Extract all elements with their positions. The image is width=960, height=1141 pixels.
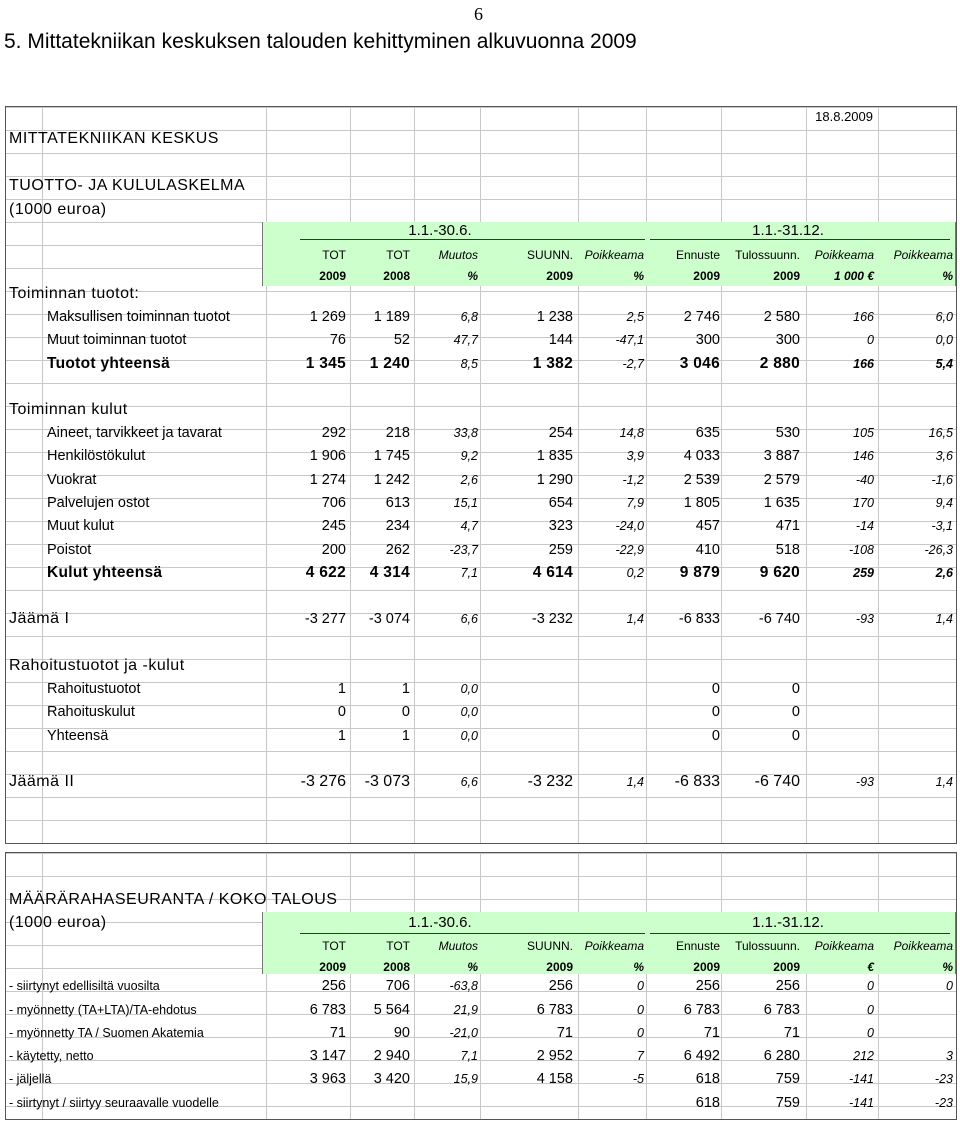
col-header-1-4: Poikkeama [584,248,644,262]
budget-row-4-cell-0: 3 963 [309,1071,346,1087]
budget-row-5-cell-5: 618 [695,1095,720,1111]
cost-total-cell-4: 0,2 [626,566,644,580]
budget-period-1: 1.1.-30.6. [408,914,472,931]
income-row-1-cell-5: 300 [695,332,720,348]
fin-row-2-cell-1: 1 [401,728,410,744]
cost-row-3-cell-5: 1 805 [683,495,720,511]
fin-row-1-cell-1: 0 [401,704,410,720]
income-row-1-cell-6: 300 [775,332,800,348]
cost-row-1-cell-5: 4 033 [683,448,720,464]
col-header-2-3: 2009 [546,269,573,283]
income-total-cell-4: -2,7 [622,357,644,371]
budget-row-0-cell-8: 0 [946,979,953,993]
cost-row-3-cell-8: 9,4 [935,496,953,510]
budget-row-2-cell-2: -21,0 [449,1026,478,1040]
budget-row-3-label: - käytetty, netto [9,1049,94,1063]
cost-total-cell-3: 4 614 [532,564,573,581]
col-header-1-8: Poikkeama [893,248,953,262]
cost-row-4-cell-0: 245 [321,518,346,534]
cost-title: Toiminnan kulut [9,401,128,418]
cost-row-2-cell-5: 2 539 [683,472,720,488]
income-row-0-cell-6: 2 580 [763,309,800,325]
budget-row-2-cell-4: 0 [637,1026,644,1040]
col-header-1-5: Ennuste [675,248,720,262]
budget-col-header-2-7: € [867,960,874,974]
cost-row-2-cell-8: -1,6 [931,473,953,487]
jaama-1-cell-1: -3 074 [368,611,410,627]
cost-row-1-label: Henkilöstökulut [47,448,146,464]
income-row-0-cell-8: 6,0 [935,310,953,324]
budget-header-rule-right [650,933,950,934]
fin-row-2-cell-5: 0 [711,728,720,744]
income-total-cell-5: 3 046 [679,355,720,372]
budget-unit: (1000 euroa) [9,914,107,931]
budget-row-4-cell-1: 3 420 [373,1071,410,1087]
fin-row-1-cell-6: 0 [791,704,800,720]
budget-title: MÄÄRÄRAHASEURANTA / KOKO TALOUS [9,891,338,908]
cost-row-0-cell-4: 14,8 [619,426,644,440]
budget-row-4-cell-6: 759 [775,1071,800,1087]
jaama-2-cell-6: -6 740 [754,773,800,790]
income-row-0-cell-0: 1 269 [309,309,346,325]
jaama-2-label: Jäämä II [9,773,75,790]
org-name: MITTATEKNIIKAN KESKUS [9,130,219,147]
jaama-2-cell-3: -3 232 [527,773,573,790]
col-header-2-0: 2009 [319,269,346,283]
jaama-1-cell-3: -3 232 [531,611,573,627]
income-total-cell-7: 166 [853,357,874,371]
fin-row-2-label: Yhteensä [47,728,109,744]
cost-row-5-cell-0: 200 [321,542,346,558]
jaama-1-cell-0: -3 277 [304,611,346,627]
cost-row-0-cell-5: 635 [695,425,720,441]
jaama-1-cell-4: 1,4 [626,612,644,626]
cost-row-2-cell-7: -40 [855,473,874,487]
budget-row-1-cell-5: 6 783 [683,1002,720,1018]
budget-row-0-label: - siirtynyt edellisiltä vuosilta [9,979,160,993]
cost-row-5-cell-1: 262 [385,542,410,558]
col-header-1-6: Tulossuunn. [735,248,800,262]
income-total-label: Tuotot yhteensä [47,355,171,372]
budget-row-5-cell-6: 759 [775,1095,800,1111]
budget-row-1-cell-3: 6 783 [536,1002,573,1018]
cost-row-0-cell-6: 530 [775,425,800,441]
budget-row-4-cell-5: 618 [695,1071,720,1087]
income-row-0-cell-2: 6,8 [460,310,478,324]
cost-row-0-cell-7: 105 [853,426,874,440]
cost-row-3-cell-2: 15,1 [453,496,478,510]
income-row-0-cell-1: 1 189 [373,309,410,325]
budget-row-2-cell-5: 71 [703,1025,720,1041]
cost-row-4-label: Muut kulut [47,518,114,534]
income-row-1-cell-8: 0,0 [935,333,953,347]
budget-row-1-cell-6: 6 783 [763,1002,800,1018]
cost-row-2-label: Vuokrat [47,472,97,488]
fin-row-0-label: Rahoitustuotot [47,681,141,697]
budget-row-2-cell-6: 71 [783,1025,800,1041]
budget-col-header-2-6: 2009 [773,960,800,974]
jaama-2-cell-4: 1,4 [626,775,644,789]
fin-row-1-cell-5: 0 [711,704,720,720]
jaama-2-cell-7: -93 [855,775,874,789]
budget-row-5-cell-8: -23 [934,1096,953,1110]
budget-col-header-2-8: % [942,960,953,974]
income-total-cell-6: 2 880 [759,355,800,372]
cost-total-cell-7: 259 [853,566,874,580]
budget-row-0-cell-2: -63,8 [449,979,478,993]
fin-row-0-cell-1: 1 [401,681,410,697]
cost-row-5-cell-4: -22,9 [615,543,644,557]
budget-row-3-cell-1: 2 940 [373,1048,410,1064]
cost-row-2-cell-2: 2,6 [460,473,478,487]
budget-row-3-cell-7: 212 [853,1049,874,1063]
fin-row-0-cell-6: 0 [791,681,800,697]
budget-row-2-label: - myönnetty TA / Suomen Akatemia [9,1026,204,1040]
fin-row-1-label: Rahoituskulut [47,704,135,720]
cost-row-0-cell-3: 254 [548,425,573,441]
budget-header-rule-left [300,933,645,934]
cost-total-cell-6: 9 620 [759,564,800,581]
income-row-1-cell-4: -47,1 [615,333,644,347]
budget-col-header-2-1: 2008 [383,960,410,974]
col-header-2-2: % [467,269,478,283]
budget-row-0-cell-0: 256 [321,978,346,994]
jaama-1-label: Jäämä I [9,610,70,627]
income-row-0-label: Maksullisen toiminnan tuotot [47,309,230,325]
unit-label: (1000 euroa) [9,201,107,218]
jaama-1-cell-8: 1,4 [935,612,953,626]
col-header-1-1: TOT [386,248,410,262]
period-2: 1.1.-31.12. [752,222,824,239]
budget-row-1-cell-2: 21,9 [453,1003,478,1017]
cost-row-5-cell-8: -26,3 [924,543,953,557]
budget-row-4-cell-3: 4 158 [536,1071,573,1087]
jaama-1-cell-6: -6 740 [758,611,800,627]
income-total-cell-1: 1 240 [369,355,410,372]
budget-row-4-label: - jäljellä [9,1072,52,1086]
income-row-1-cell-2: 47,7 [453,333,478,347]
income-row-0-cell-3: 1 238 [536,309,573,325]
budget-row-4-cell-4: -5 [632,1072,644,1086]
cost-row-3-cell-7: 170 [853,496,874,510]
budget-col-header-1-3: SUUNN. [526,939,573,953]
cost-row-1-cell-2: 9,2 [460,449,478,463]
income-row-1-cell-3: 144 [548,332,573,348]
cost-row-2-cell-0: 1 274 [309,472,346,488]
fin-row-0-cell-2: 0,0 [460,682,478,696]
cost-total-cell-0: 4 622 [305,564,346,581]
col-header-1-2: Muutos [438,248,478,262]
budget-col-header-1-4: Poikkeama [584,939,644,953]
income-total-cell-8: 5,4 [935,357,953,371]
jaama-2-cell-8: 1,4 [935,775,953,789]
budget-row-0-cell-4: 0 [637,979,644,993]
income-total-cell-2: 8,5 [460,357,478,371]
budget-col-header-1-5: Ennuste [675,939,720,953]
cost-row-1-cell-3: 1 835 [536,448,573,464]
fin-row-0-cell-0: 1 [337,681,346,697]
budget-row-1-cell-7: 0 [867,1003,874,1017]
budget-row-0-cell-5: 256 [695,978,720,994]
cost-total-cell-1: 4 314 [369,564,410,581]
budget-col-header-2-0: 2009 [319,960,346,974]
budget-row-5-label: - siirtynyt / siirtyy seuraavalle vuodelle [9,1096,219,1110]
cost-row-5-cell-3: 259 [548,542,573,558]
budget-row-3-cell-6: 6 280 [763,1048,800,1064]
cost-total-cell-8: 2,6 [935,566,953,580]
fin-row-2-cell-6: 0 [791,728,800,744]
cost-row-3-cell-4: 7,9 [626,496,644,510]
fin-title: Rahoitustuotot ja -kulut [9,657,185,674]
budget-row-0-cell-7: 0 [867,979,874,993]
cost-row-5-label: Poistot [47,542,92,558]
cost-row-0-cell-2: 33,8 [453,426,478,440]
fin-row-2-cell-0: 1 [337,728,346,744]
budget-row-3-cell-2: 7,1 [460,1049,478,1063]
period-1: 1.1.-30.6. [408,222,472,239]
cost-total-cell-5: 9 879 [679,564,720,581]
budget-row-4-cell-7: -141 [848,1072,874,1086]
budget-row-2-cell-3: 71 [556,1025,573,1041]
col-header-1-0: TOT [322,248,346,262]
jaama-2-cell-1: -3 073 [364,773,410,790]
cost-row-0-label: Aineet, tarvikkeet ja tavarat [47,425,222,441]
cost-row-2-cell-1: 1 242 [373,472,410,488]
cost-row-4-cell-6: 471 [775,518,800,534]
budget-row-3-cell-0: 3 147 [309,1048,346,1064]
budget-row-3-cell-4: 7 [637,1049,644,1063]
budget-row-4-cell-8: -23 [934,1072,953,1086]
jaama-2-cell-0: -3 276 [300,773,346,790]
income-title: Toiminnan tuotot: [9,285,140,302]
budget-row-3-cell-3: 2 952 [536,1048,573,1064]
col-header-2-8: % [942,269,953,283]
budget-row-3-cell-8: 3 [946,1049,953,1063]
col-header-1-7: Poikkeama [814,248,874,262]
budget-row-4-cell-2: 15,9 [453,1072,478,1086]
cost-row-1-cell-7: 146 [853,449,874,463]
cost-row-3-cell-6: 1 635 [763,495,800,511]
cost-row-5-cell-6: 518 [775,542,800,558]
col-header-2-5: 2009 [693,269,720,283]
budget-col-header-1-1: TOT [386,939,410,953]
cost-row-1-cell-6: 3 887 [763,448,800,464]
income-row-0-cell-4: 2,5 [626,310,644,324]
budget-row-5-cell-7: -141 [848,1096,874,1110]
cost-row-2-cell-3: 1 290 [536,472,573,488]
cost-row-1-cell-4: 3,9 [626,449,644,463]
cost-row-5-cell-7: -108 [848,543,874,557]
col-header-2-1: 2008 [383,269,410,283]
budget-row-2-cell-7: 0 [867,1026,874,1040]
budget-col-header-1-8: Poikkeama [893,939,953,953]
budget-col-header-2-2: % [467,960,478,974]
budget-row-1-cell-0: 6 783 [309,1002,346,1018]
budget-col-header-1-7: Poikkeama [814,939,874,953]
budget-row-0-cell-1: 706 [385,978,410,994]
budget-row-0-cell-3: 256 [548,978,573,994]
budget-col-header-2-4: % [633,960,644,974]
cost-row-4-cell-8: -3,1 [931,519,953,533]
fin-row-0-cell-5: 0 [711,681,720,697]
cost-total-label: Kulut yhteensä [47,564,163,581]
pl-title: TUOTTO- JA KULULASKELMA [9,177,246,194]
income-row-1-cell-1: 52 [393,332,410,348]
page-number: 6 [474,4,483,24]
cost-row-3-label: Palvelujen ostot [47,495,150,511]
jaama-2-cell-2: 6,6 [460,775,478,789]
fin-row-1-cell-2: 0,0 [460,705,478,719]
cost-row-2-cell-4: -1,2 [622,473,644,487]
cost-row-4-cell-1: 234 [385,518,410,534]
cost-row-1-cell-8: 3,6 [935,449,953,463]
fin-row-2-cell-2: 0,0 [460,729,478,743]
fin-row-1-cell-0: 0 [337,704,346,720]
page-heading: 5. Mittatekniikan keskuksen talouden kehittyminen alkuvuonna 2009 [4,30,637,53]
col-header-2-7: 1 000 € [833,269,874,283]
budget-row-1-label: - myönnetty (TA+LTA)/TA-ehdotus [9,1003,197,1017]
jaama-1-cell-5: -6 833 [678,611,720,627]
cost-row-5-cell-5: 410 [695,542,720,558]
income-row-0-cell-5: 2 746 [683,309,720,325]
budget-row-2-cell-0: 71 [329,1025,346,1041]
budget-col-header-1-2: Muutos [438,939,478,953]
income-total-cell-0: 1 345 [305,355,346,372]
budget-row-1-cell-1: 5 564 [373,1002,410,1018]
budget-col-header-1-6: Tulossuunn. [735,939,800,953]
cost-row-0-cell-1: 218 [385,425,410,441]
income-total-cell-3: 1 382 [532,355,573,372]
cost-row-4-cell-4: -24,0 [615,519,644,533]
cost-row-4-cell-3: 323 [548,518,573,534]
col-header-2-4: % [633,269,644,283]
budget-col-header-2-5: 2009 [693,960,720,974]
date-label: 18.8.2009 [815,109,873,124]
jaama-1-cell-2: 6,6 [460,612,478,626]
budget-row-0-cell-6: 256 [775,978,800,994]
budget-row-1-cell-4: 0 [637,1003,644,1017]
cost-row-0-cell-0: 292 [321,425,346,441]
cost-row-3-cell-0: 706 [321,495,346,511]
cost-row-1-cell-1: 1 745 [373,448,410,464]
cost-row-2-cell-6: 2 579 [763,472,800,488]
col-header-1-3: SUUNN. [526,248,573,262]
cost-row-4-cell-7: -14 [855,519,874,533]
cost-row-3-cell-3: 654 [548,495,573,511]
income-row-1-cell-0: 76 [329,332,346,348]
cost-row-4-cell-2: 4,7 [460,519,478,533]
cost-row-0-cell-8: 16,5 [928,426,953,440]
cost-row-1-cell-0: 1 906 [309,448,346,464]
col-header-2-6: 2009 [773,269,800,283]
cost-row-5-cell-2: -23,7 [449,543,478,557]
income-row-1-cell-7: 0 [867,333,874,347]
jaama-2-cell-5: -6 833 [674,773,720,790]
income-row-0-cell-7: 166 [853,310,874,324]
cost-row-3-cell-1: 613 [385,495,410,511]
cost-total-cell-2: 7,1 [460,566,478,580]
income-row-1-label: Muut toiminnan tuotot [47,332,187,348]
jaama-1-cell-7: -93 [855,612,874,626]
budget-col-header-1-0: TOT [322,939,346,953]
budget-col-header-2-3: 2009 [546,960,573,974]
budget-period-2: 1.1.-31.12. [752,914,824,931]
budget-row-2-cell-1: 90 [393,1025,410,1041]
cost-row-4-cell-5: 457 [695,518,720,534]
budget-row-3-cell-5: 6 492 [683,1048,720,1064]
